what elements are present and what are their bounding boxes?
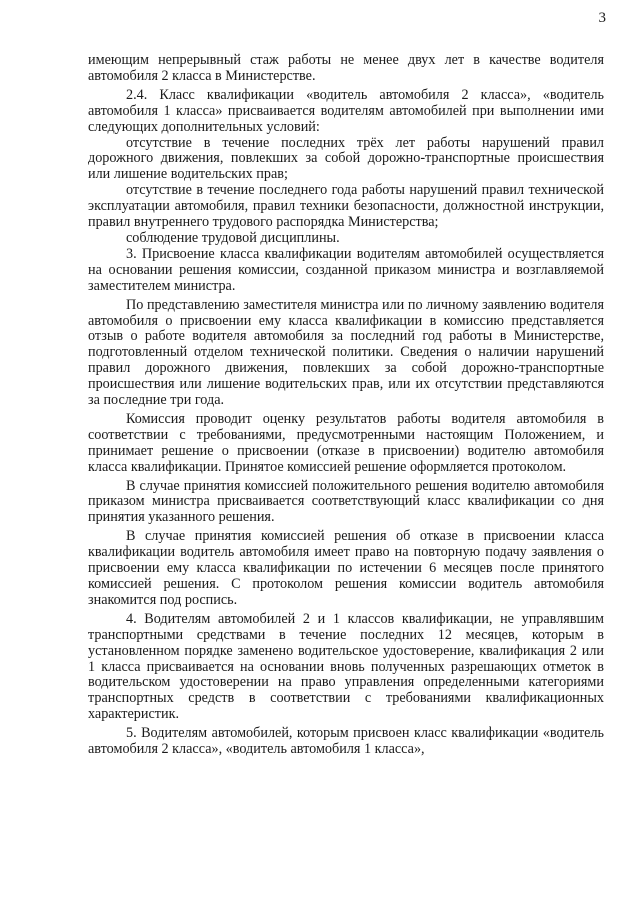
paragraph-positive-decision: В случае принятия комиссией положительного решения водителю автомобиля приказом министра присваивается соответствующий класс квалификации со дня принятия указанного решения.: [88, 477, 604, 526]
paragraph-commission-assessment: Комиссия проводит оценку результатов работы водителя автомобиля в соответствии с требованиями, предусмотренными настоящим Положением, и принимает решение о присвоении (отказе в присвоении) водителю автомобиля класса квалификации. Принятое комиссией решение оформляется протоколом.: [88, 410, 604, 475]
paragraph-4: 4. Водителям автомобилей 2 и 1 классов квалификации, не управлявшим транспортными средствами в течение последних 12 месяцев, которым в установленном порядке заменено водительское удостоверение, квалификация 2 или 1 класса присваивается на основании вновь полученных разрешающих отметок в водительском удостоверении на право управления определенными категориями транспортных средств в соответствии с требованиями квалификационных характеристик.: [88, 610, 604, 723]
condition-no-technical-violations: отсутствие в течение последнего года работы нарушений правил технической эксплуатации автомобиля, правил техники безопасности, должностной инструкции, правил внутреннего трудового распорядка Министерства;: [88, 182, 604, 231]
condition-no-traffic-violations: отсутствие в течение последних трёх лет работы нарушений правил дорожного движения, повлекших за собой дорожно-транспортные происшествия или лишение водительских прав;: [88, 134, 604, 183]
paragraph-3: 3. Присвоение класса квалификации водителям автомобилей осуществляется на основании решения комиссии, созданной приказом министра и возглавляемой заместителем министра.: [88, 245, 604, 294]
document-body: [88, 53, 604, 761]
paragraph-submission: По представлению заместителя министра или по личному заявлению водителя автомобиля о присвоении ему класса квалификации в комиссию представляется отзыв о работе водителя автомобиля за последний год работы в Министерстве, подготовленный отделом технической политики. Сведения о наличии нарушений правил дорожного движения, повлекших за собой дорожно-транспортные происшествия или лишение водительских прав, или их отсутствии представляются за последние три года.: [88, 296, 604, 409]
condition-labor-discipline: соблюдение трудовой дисциплины.: [126, 229, 340, 246]
page-number: 3: [598, 10, 606, 26]
paragraph-continuation: имеющим непрерывный стаж работы не менее двух лет в качестве водителя автомобиля 2 класса в Министерстве.: [88, 52, 604, 84]
paragraph-2-4: 2.4. Класс квалификации «водитель автомобиля 2 класса», «водитель автомобиля 1 класса» присваивается водителям автомобилей при выполнении ими следующих дополнительных условий:: [88, 86, 604, 135]
paragraph-refusal: В случае принятия комиссией решения об отказе в присвоении класса квалификации водитель автомобиля имеет право на повторную подачу заявления о присвоении ему класса квалификации по истечении 6 месяцев после принятого комиссией решения. С протоколом решения комиссии водитель автомобиля знакомится под роспись.: [88, 528, 604, 608]
paragraph-5: 5. Водителям автомобилей, которым присвоен класс квалификации «водитель автомобиля 2 класса», «водитель автомобиля 1 класса»,: [88, 725, 604, 758]
